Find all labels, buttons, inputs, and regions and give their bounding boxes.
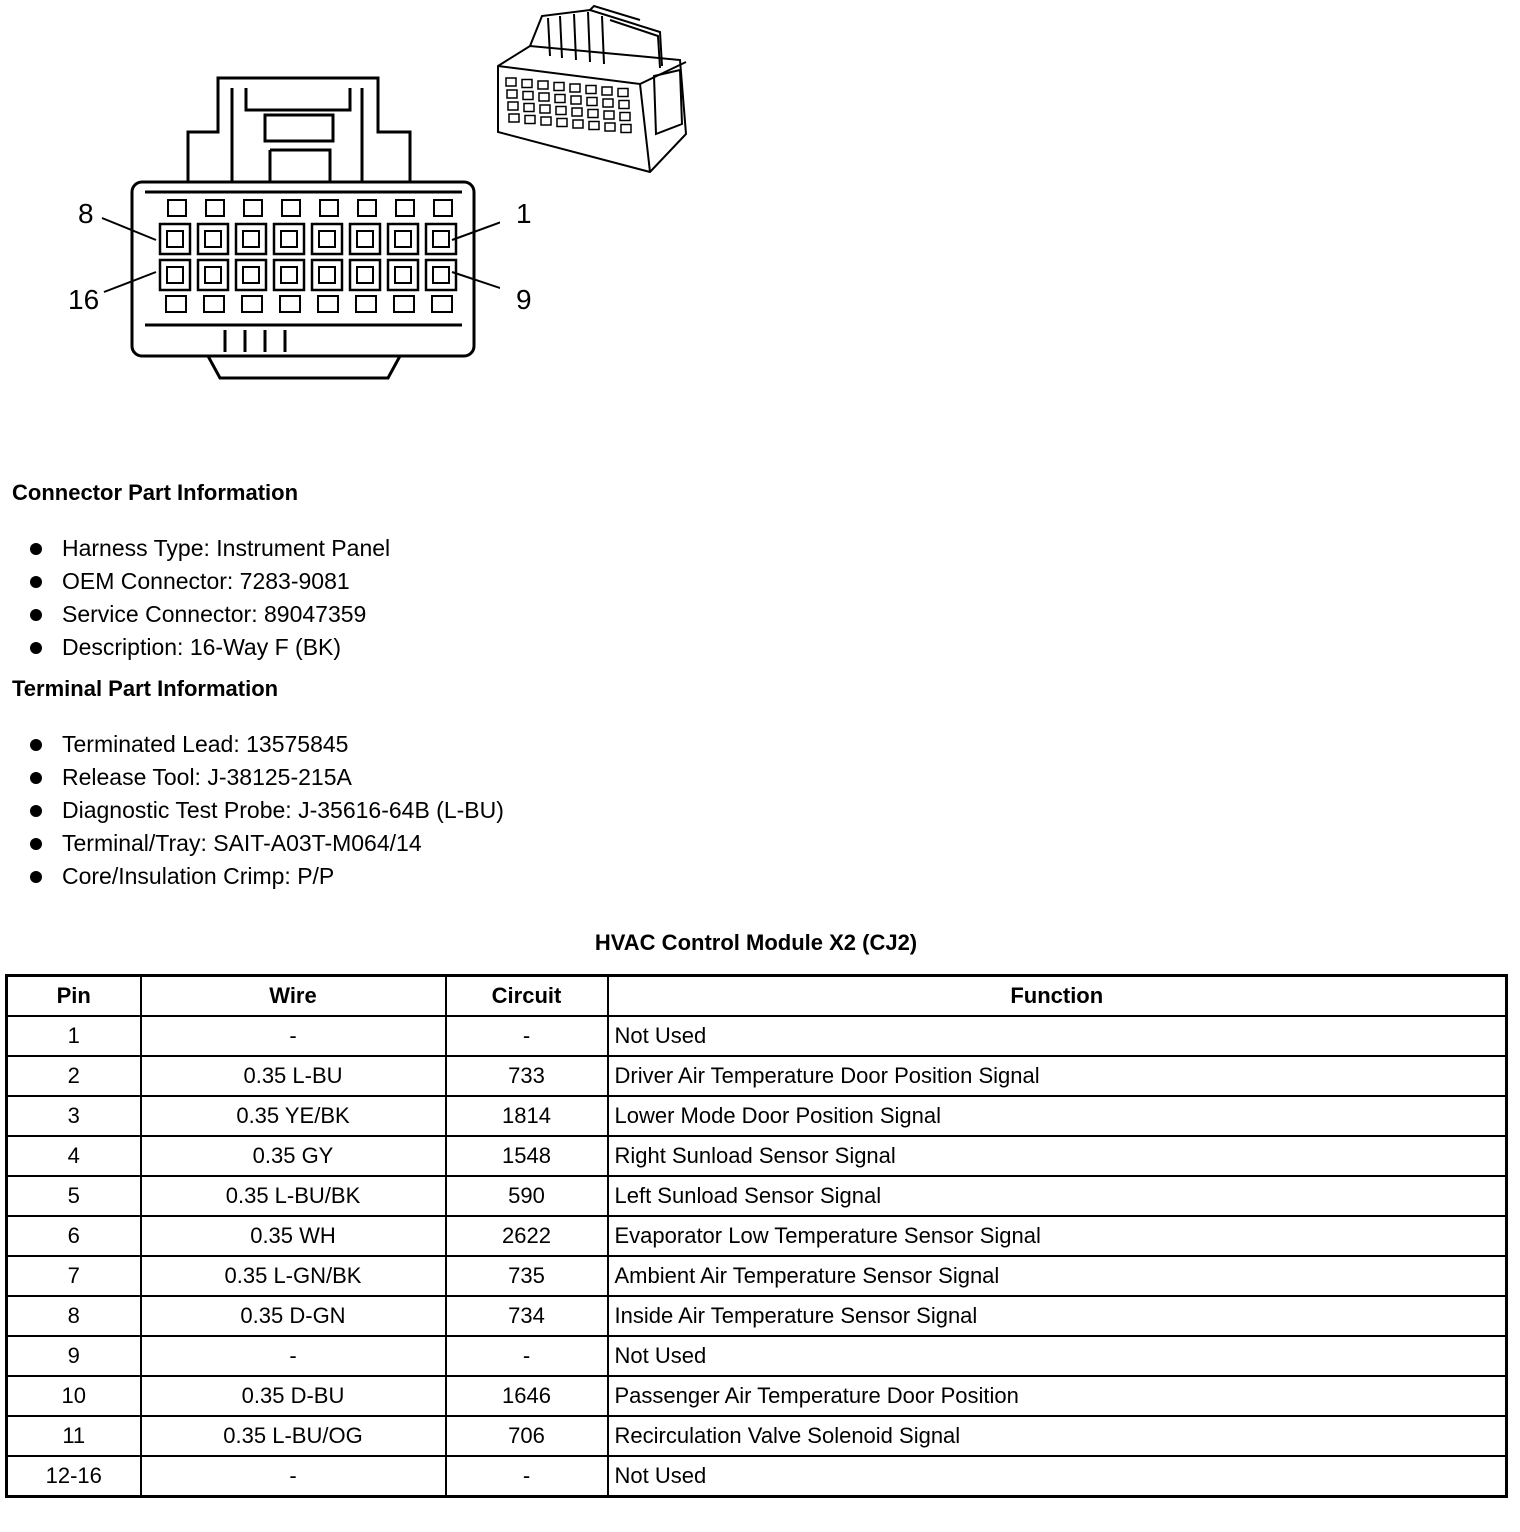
connector-face-diagram (60, 60, 500, 390)
cell-pin: 4 (7, 1136, 141, 1176)
cell-circuit: 590 (446, 1176, 608, 1216)
cell-circuit: 2622 (446, 1216, 608, 1256)
cell-wire: - (141, 1016, 446, 1056)
column-header-wire: Wire (141, 976, 446, 1017)
pin-label-1: 1 (516, 198, 532, 229)
cell-wire: - (141, 1456, 446, 1497)
cell-pin: 3 (7, 1096, 141, 1136)
connector-cavities (160, 200, 456, 312)
table-row (7, 1456, 1507, 1497)
cell-pin: 1 (7, 1016, 141, 1056)
column-header-function: Function (608, 976, 1507, 1017)
terminal-part-info-heading: Terminal Part Information (12, 676, 279, 701)
list-item: Release Tool: J-38125-215A (30, 761, 504, 794)
table-row (7, 1376, 1507, 1416)
bullet-icon (30, 609, 42, 621)
cell-function: Not Used (608, 1016, 1507, 1056)
cell-circuit: 1646 (446, 1376, 608, 1416)
cell-pin: 6 (7, 1216, 141, 1256)
cell-wire: 0.35 L-BU/OG (141, 1416, 446, 1456)
bullet-icon (30, 543, 42, 555)
cell-function: Not Used (608, 1456, 1507, 1497)
list-item: OEM Connector: 7283-9081 (30, 565, 390, 598)
bullet-icon (30, 871, 42, 883)
cell-wire: 0.35 L-BU (141, 1056, 446, 1096)
cell-wire: - (141, 1336, 446, 1376)
cell-function: Driver Air Temperature Door Position Signal (608, 1056, 1507, 1096)
list-item: Harness Type: Instrument Panel (30, 532, 390, 565)
table-row (7, 1056, 1507, 1096)
cell-function: Not Used (608, 1336, 1507, 1376)
cell-function: Inside Air Temperature Sensor Signal (608, 1296, 1507, 1336)
bullet-icon (30, 576, 42, 588)
cell-circuit: 1814 (446, 1096, 608, 1136)
column-header-pin: Pin (7, 976, 141, 1017)
connector-part-info-list (30, 532, 390, 664)
list-item: Description: 16-Way F (BK) (30, 631, 390, 664)
table-body (7, 1016, 1507, 1497)
cell-pin: 8 (7, 1296, 141, 1336)
table-row (7, 1216, 1507, 1256)
column-header-circuit: Circuit (446, 976, 608, 1017)
cell-circuit: 735 (446, 1256, 608, 1296)
cell-function: Ambient Air Temperature Sensor Signal (608, 1256, 1507, 1296)
cell-circuit: - (446, 1456, 608, 1497)
list-item: Core/Insulation Crimp: P/P (30, 860, 504, 893)
cell-wire: 0.35 GY (141, 1136, 446, 1176)
table-row (7, 1416, 1507, 1456)
cell-function: Right Sunload Sensor Signal (608, 1136, 1507, 1176)
table-header-row (7, 976, 1507, 1017)
leader-line-9 (452, 272, 500, 292)
pin-label-9: 9 (516, 284, 532, 315)
terminal-part-info-list (30, 728, 504, 893)
bullet-icon (30, 772, 42, 784)
cell-wire: 0.35 WH (141, 1216, 446, 1256)
bullet-icon (30, 642, 42, 654)
cell-pin: 11 (7, 1416, 141, 1456)
cell-function: Lower Mode Door Position Signal (608, 1096, 1507, 1136)
cell-wire: 0.35 L-BU/BK (141, 1176, 446, 1216)
cell-circuit: 734 (446, 1296, 608, 1336)
pin-label-16: 16 (68, 284, 100, 315)
cell-circuit: 706 (446, 1416, 608, 1456)
leader-line-8 (102, 218, 156, 240)
connector-part-info-heading: Connector Part Information (12, 480, 299, 505)
cell-function: Left Sunload Sensor Signal (608, 1176, 1507, 1216)
cell-circuit: - (446, 1016, 608, 1056)
leader-line-1 (452, 218, 500, 240)
leader-line-16 (104, 272, 156, 292)
table-row (7, 1016, 1507, 1056)
cell-wire: 0.35 YE/BK (141, 1096, 446, 1136)
connector-isometric-view (490, 4, 695, 184)
cell-circuit: - (446, 1336, 608, 1376)
bullet-icon (30, 739, 42, 751)
cell-pin: 7 (7, 1256, 141, 1296)
pin-label-8: 8 (78, 198, 94, 229)
bullet-icon (30, 838, 42, 850)
table-row (7, 1336, 1507, 1376)
bullet-icon (30, 805, 42, 817)
cell-wire: 0.35 D-GN (141, 1296, 446, 1336)
table-row (7, 1096, 1507, 1136)
cell-pin: 9 (7, 1336, 141, 1376)
table-row (7, 1296, 1507, 1336)
table-title: HVAC Control Module X2 (CJ2) (594, 930, 918, 955)
table-row (7, 1136, 1507, 1176)
cell-pin: 12-16 (7, 1456, 141, 1497)
list-item: Terminated Lead: 13575845 (30, 728, 504, 761)
cell-pin: 2 (7, 1056, 141, 1096)
cell-wire: 0.35 L-GN/BK (141, 1256, 446, 1296)
table-row (7, 1256, 1507, 1296)
cell-pin: 10 (7, 1376, 141, 1416)
cell-pin: 5 (7, 1176, 141, 1216)
cell-wire: 0.35 D-BU (141, 1376, 446, 1416)
cell-circuit: 733 (446, 1056, 608, 1096)
cell-function: Recirculation Valve Solenoid Signal (608, 1416, 1507, 1456)
cell-function: Evaporator Low Temperature Sensor Signal (608, 1216, 1507, 1256)
cell-function: Passenger Air Temperature Door Position (608, 1376, 1507, 1416)
pinout-table (5, 974, 1508, 1498)
table-row (7, 1176, 1507, 1216)
list-item: Service Connector: 89047359 (30, 598, 390, 631)
list-item: Terminal/Tray: SAIT-A03T-M064/14 (30, 827, 504, 860)
cell-circuit: 1548 (446, 1136, 608, 1176)
list-item: Diagnostic Test Probe: J-35616-64B (L-BU) (30, 794, 504, 827)
